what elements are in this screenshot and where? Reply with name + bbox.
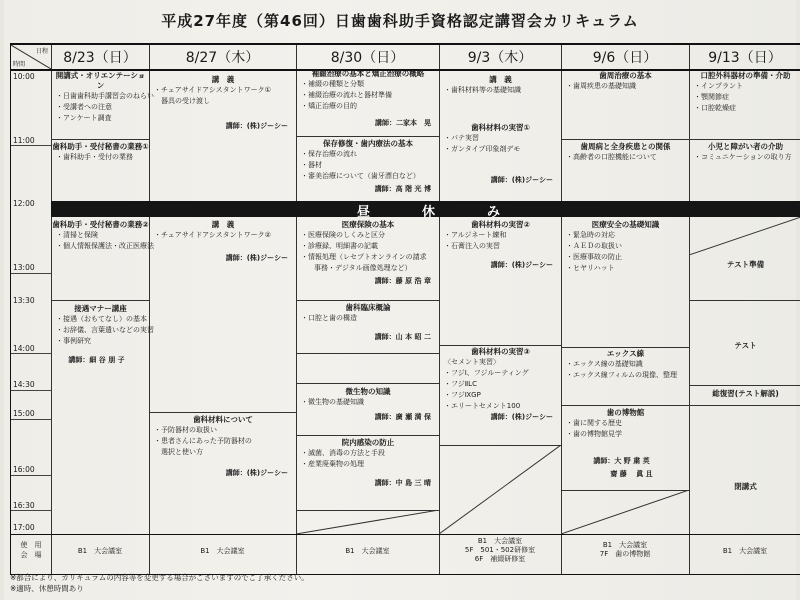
cell-border xyxy=(561,347,689,348)
venue-d5 xyxy=(561,541,689,559)
d5-xray-title: エックス線 xyxy=(606,349,645,358)
d4-mat3-item: ・フジⅡLC xyxy=(444,380,477,388)
d4-materials-1-cell xyxy=(440,123,561,185)
lunch-char-2: 休 xyxy=(422,205,436,220)
lunch-break-bar xyxy=(51,201,800,220)
d2-materials-item: 選択と使い方 xyxy=(154,448,203,456)
venue-d2: B1 大会議室 xyxy=(200,547,245,555)
venue-label xyxy=(11,534,51,560)
d1-orientation-item: ・受講者への注意 xyxy=(56,103,112,111)
d4-mat3-item: ・フジⅠ、フジルーティング xyxy=(444,369,529,377)
d2-lecture1-item: 器具の受け渡し xyxy=(154,97,210,105)
d3-empty-slash xyxy=(296,510,439,534)
lunch-char-3: み xyxy=(487,205,501,220)
d4-lecture-item: ・歯科材料等の基礎知識 xyxy=(444,86,521,94)
d6-empty-slash xyxy=(689,217,800,255)
d3-insurance-item: ・医療保険のしくみと区分 xyxy=(301,231,385,239)
venue-d4-line: 5F 501・502研修室 xyxy=(464,546,536,554)
cell-border xyxy=(561,139,689,140)
d2-lecture-1-cell xyxy=(150,75,296,131)
d4-mat3-item: ・フジⅨGP xyxy=(444,391,481,399)
d4-materials-3-cell xyxy=(440,347,561,422)
d3-microbes-title: 微生物の知識 xyxy=(345,387,391,396)
d5-systemic-item: ・高齢者の口腔機能について xyxy=(566,153,657,161)
d5-museum-title: 歯の博物館 xyxy=(606,408,645,417)
venue-d4 xyxy=(439,537,561,564)
footnotes xyxy=(10,572,309,594)
d4-mat1-item: ・ガンタイプ印象剤デモ xyxy=(444,145,521,153)
date-header-5: 9/6（日） xyxy=(592,50,658,66)
d2-materials-lecturer: 講師：(株)ジーシー xyxy=(225,469,288,477)
d3-insurance-item: 事務・デジタル画像処理など） xyxy=(307,264,412,272)
d5-periodontal-cell xyxy=(562,71,689,92)
d3-prosthodontics-cell xyxy=(297,69,439,128)
d5-safety-title: 医療安全の基礎知識 xyxy=(591,220,660,229)
d3-restorative-item: ・審美治療について（歯牙漂白など） xyxy=(301,172,420,180)
d1-duties2-item: ・個人情報保護法・改正医療法 xyxy=(56,242,154,250)
d3-prostho-item: ・補綴治療の流れと器材準備 xyxy=(301,91,392,99)
d4-mat1-item: ・パテ実習 xyxy=(444,134,479,142)
d2-lecture-2-cell xyxy=(150,220,296,263)
date-label: 日程 xyxy=(35,48,48,55)
cell-border xyxy=(296,300,439,301)
date-header-1: 8/23（日） xyxy=(63,50,137,66)
d4-mat2-title: 歯科材料の実習② xyxy=(471,220,530,229)
d4-mat2-item: ・石膏注入の実習 xyxy=(444,242,500,250)
d2-materials-item: ・患者さんにあった予防器材の xyxy=(154,437,252,445)
d3-insurance-item: ・情報処理（レセプトオンラインの請求 xyxy=(301,253,427,261)
footnote-2: ※適時、休憩時間あり xyxy=(10,584,84,593)
cell-border xyxy=(689,139,800,140)
time-tick xyxy=(11,273,51,274)
d4-empty-slash xyxy=(439,445,561,534)
d5-safety-cell xyxy=(562,220,689,274)
cell-border xyxy=(689,405,800,406)
d2-materials-title: 歯科材料について xyxy=(193,415,253,424)
venue-label-line-2: 会 場 xyxy=(20,551,42,559)
d3-microbes-lecturer: 講師：廣 瀬 満 保 xyxy=(374,413,431,421)
time-label-12-00: 12:00 xyxy=(13,199,35,208)
time-tick xyxy=(11,390,51,391)
d6-oral-surgery-cell xyxy=(690,71,800,114)
date-header-3: 8/30（日） xyxy=(330,50,405,66)
d1-orientation-title: 開講式・オリエンテーション xyxy=(55,71,146,90)
d3-clinical-cell xyxy=(297,303,439,342)
d3-infection-lecturer: 講師：中 島 三 晴 xyxy=(374,479,431,487)
time-label-10-00: 10:00 xyxy=(13,72,35,81)
d1-manners-item: ・接遇（おもてなし）の基本 xyxy=(56,315,147,323)
curriculum-table xyxy=(10,43,800,575)
cell-border xyxy=(51,139,149,140)
d6-review-cell xyxy=(690,389,800,399)
time-label-11-00: 11:00 xyxy=(13,136,35,145)
d4-mat2-lecturer: 講師：(株)ジーシー xyxy=(490,261,553,269)
d2-lecture2-title: 講 義 xyxy=(211,220,235,229)
d1-manners-title: 接遇マナー講座 xyxy=(74,304,127,313)
d5-museum-item: ・歯の博物館見学 xyxy=(566,430,622,438)
d3-insurance-item: ・診療録、明細書の記載 xyxy=(301,242,378,250)
d1-orientation-item: ・アンケート調査 xyxy=(56,114,112,122)
page-title: 平成27年度（第46回）日歯歯科助手資格認定講習会カリキュラム xyxy=(161,12,639,30)
footnote-1: ※都合により、カリキュラムの内容等を変更する場合がございますのでご了承ください。 xyxy=(10,573,309,582)
time-label-17-00: 17:00 xyxy=(13,523,35,532)
time-label-13-30: 13:30 xyxy=(13,296,35,305)
cell-border xyxy=(689,300,800,301)
d6-closing-label: 閉講式 xyxy=(734,482,757,491)
cell-border xyxy=(296,353,439,354)
d3-restorative-lecturer: 講師：高 階 光 博 xyxy=(374,185,431,193)
time-label-14-30: 14:30 xyxy=(13,380,35,389)
d6-test-label: テスト xyxy=(734,341,757,350)
d6-surgery-title: 口腔外科器材の準備・介助 xyxy=(700,71,791,80)
d5-museum-cell xyxy=(562,408,689,479)
d5-safety-item: ・ＡＥＤの取扱い xyxy=(566,242,622,250)
time-tick xyxy=(11,510,51,511)
d4-materials-2-cell xyxy=(440,220,561,270)
d2-materials-cell xyxy=(150,415,296,478)
d6-pediatric-cell xyxy=(690,142,800,163)
date-header-6: 9/13（日） xyxy=(708,50,782,66)
d2-lecture1-title: 講 義 xyxy=(211,75,235,84)
header-corner xyxy=(11,45,51,69)
time-label-16-00: 16:00 xyxy=(13,465,35,474)
d5-museum-lecturer-1: 講師：大 野 粛 英 xyxy=(593,457,650,465)
cell-border xyxy=(296,136,439,137)
d5-safety-item: ・緊急時の対応 xyxy=(566,231,615,239)
venue-d4-line: B1 大会議室 xyxy=(477,537,523,545)
d5-museum-item: ・歯に関する歴史 xyxy=(566,419,622,427)
d5-xray-item: ・エックス線の基礎知識 xyxy=(566,360,643,368)
d3-prostho-lecturer: 講師：二家本 晃 xyxy=(375,119,431,127)
d1-manners-item: ・お辞儀、言葉遣いなどの実習 xyxy=(56,326,154,334)
d2-materials-item: ・予防器材の取扱い xyxy=(154,426,217,434)
d3-infection-item: ・産業廃棄物の処理 xyxy=(301,460,364,468)
d3-infection-cell xyxy=(297,438,439,488)
d2-lecture2-lecturer: 講師：(株)ジーシー xyxy=(225,254,288,262)
time-label-13-00: 13:00 xyxy=(13,263,35,272)
date-header-row xyxy=(11,45,800,71)
time-label-14-00: 14:00 xyxy=(13,344,35,353)
d3-restorative-title: 保存修復・歯内療法の基本 xyxy=(323,139,413,148)
d2-lecture1-item: ・チェアサイドアシスタントワーク① xyxy=(154,86,271,94)
d5-perio-title: 歯周治療の基本 xyxy=(599,71,652,80)
d5-safety-item: ・医療事故の防止 xyxy=(566,253,622,261)
time-tick xyxy=(11,353,51,354)
d4-mat1-lecturer: 講師：(株)ジーシー xyxy=(490,176,553,184)
venue-label-line-1: 使 用 xyxy=(20,541,42,549)
d1-assistant-duties-2-cell xyxy=(52,220,154,252)
d3-clinical-item: ・口腔と歯の構造 xyxy=(301,314,357,322)
venue-d1: B1 大会議室 xyxy=(77,547,123,555)
d6-closing-cell xyxy=(690,482,800,492)
d5-safety-item: ・ヒヤリハット xyxy=(566,264,615,272)
cell-border xyxy=(296,435,439,436)
column-divider xyxy=(689,45,690,574)
d3-prostho-item: ・補綴の種類と分類 xyxy=(301,80,364,88)
d3-prostho-title: 補綴治療の基本と矯正治療の概略 xyxy=(311,69,425,78)
venue-d5-line: 7F 歯の博物館 xyxy=(599,550,651,558)
d4-mat3-title: 歯科材料の実習③ xyxy=(471,347,530,356)
venue-d4-line: 6F 補綴研修室 xyxy=(474,555,526,563)
d3-clinical-title: 歯科臨床概論 xyxy=(345,303,391,312)
time-label-16-30: 16:30 xyxy=(13,501,35,510)
d4-mat3-item: 〈セメント実習〉 xyxy=(444,358,500,366)
d4-mat2-item: ・アルジネート練和 xyxy=(444,231,507,239)
d6-surgery-item: ・インプラント xyxy=(694,82,743,90)
d1-manners-item: ・事例研究 xyxy=(56,337,91,345)
d3-clinical-lecturer: 講師：山 本 昭 二 xyxy=(374,333,431,341)
d5-empty-slash xyxy=(561,490,689,534)
venue-d3: B1 大会議室 xyxy=(345,547,390,555)
d5-systemic-title: 歯周病と全身疾患との関係 xyxy=(580,142,671,151)
d1-orientation-item: ・日歯歯科助手講習会のねらい xyxy=(56,92,154,100)
d1-orientation-cell xyxy=(52,71,154,124)
d3-restorative-item: ・器材 xyxy=(301,161,322,169)
cell-border xyxy=(149,412,296,413)
cell-border xyxy=(439,345,561,346)
d1-manners-lecturer: 講師：細 谷 朋 子 xyxy=(68,356,125,364)
d3-infection-item: ・滅菌、消毒の方法と手段 xyxy=(301,449,385,457)
d4-mat1-title: 歯科材料の実習① xyxy=(471,123,530,132)
d5-xray-item: ・エックス線フィルムの現像、整理 xyxy=(566,371,677,379)
cell-border xyxy=(561,405,689,406)
d6-surgery-item: ・顎関節症 xyxy=(694,93,729,101)
date-header-2: 8/27（木） xyxy=(185,50,260,66)
d4-mat3-item: ・エリートセメント100 xyxy=(444,402,521,410)
d1-duties2-item: ・清掃と保険 xyxy=(56,231,98,239)
d3-infection-title: 院内感染の防止 xyxy=(341,438,395,447)
d5-perio-item: ・歯周疾患の基礎知識 xyxy=(566,82,636,90)
venue-d6: B1 大会議室 xyxy=(722,547,768,555)
d3-insurance-title: 医療保険の基本 xyxy=(341,220,395,229)
d1-assistant-duties-1-cell xyxy=(52,142,149,163)
d6-test-cell xyxy=(690,341,800,351)
d6-review-label: 総復習(テスト解説) xyxy=(712,389,779,398)
d3-insurance-lecturer: 講師：藤 原 浩 章 xyxy=(374,277,431,285)
d4-lecture-cell xyxy=(440,75,561,96)
cell-border xyxy=(689,385,800,386)
time-tick xyxy=(11,475,51,476)
time-label: 時間 xyxy=(13,61,26,68)
d4-lecture-title: 講 義 xyxy=(489,75,512,84)
d1-duties2-title: 歯科助手・受付秘書の業務② xyxy=(52,220,149,229)
cell-border xyxy=(51,300,149,301)
d3-restorative-cell xyxy=(297,139,439,194)
d5-museum-lecturer-2: 齋 藤 眞 且 xyxy=(610,470,653,478)
time-tick xyxy=(11,145,51,146)
d3-microbes-cell xyxy=(297,387,439,422)
d5-xray-cell xyxy=(562,349,689,381)
time-tick xyxy=(11,419,51,420)
cell-border xyxy=(296,383,439,384)
date-header-4: 9/3（木） xyxy=(467,50,533,66)
d3-microbes-item: ・微生物の基礎知識 xyxy=(301,398,364,406)
lunch-char-1: 昼 xyxy=(357,205,371,220)
d3-prostho-item: ・矯正治療の目的 xyxy=(301,102,357,110)
d6-surgery-item: ・口腔乾燥症 xyxy=(694,104,736,112)
d4-mat3-lecturer: 講師：(株)ジーシー xyxy=(490,413,553,421)
d5-systemic-cell xyxy=(562,142,689,163)
d3-restorative-item: ・保存治療の流れ xyxy=(301,150,357,158)
d3-insurance-cell xyxy=(297,220,439,286)
d1-duties1-item: ・歯科助手・受付の業務 xyxy=(56,153,133,161)
d6-test-prep-cell xyxy=(690,260,800,270)
d6-pediatric-title: 小児と障がい者の介助 xyxy=(708,142,783,151)
d2-lecture1-lecturer: 講師：(株)ジーシー xyxy=(225,122,288,130)
venue-d5-line: B1 大会議室 xyxy=(602,541,648,549)
d2-lecture2-item: ・チェアサイドアシスタントワーク② xyxy=(154,231,271,239)
time-label-15-00: 15:00 xyxy=(13,409,35,418)
d6-test-prep-label: テスト準備 xyxy=(726,260,765,269)
d1-duties1-title: 歯科助手・受付秘書の業務① xyxy=(52,142,149,151)
d6-pediatric-item: ・コミュニケーションの取り方 xyxy=(694,153,792,161)
d1-manners-cell xyxy=(52,304,154,365)
